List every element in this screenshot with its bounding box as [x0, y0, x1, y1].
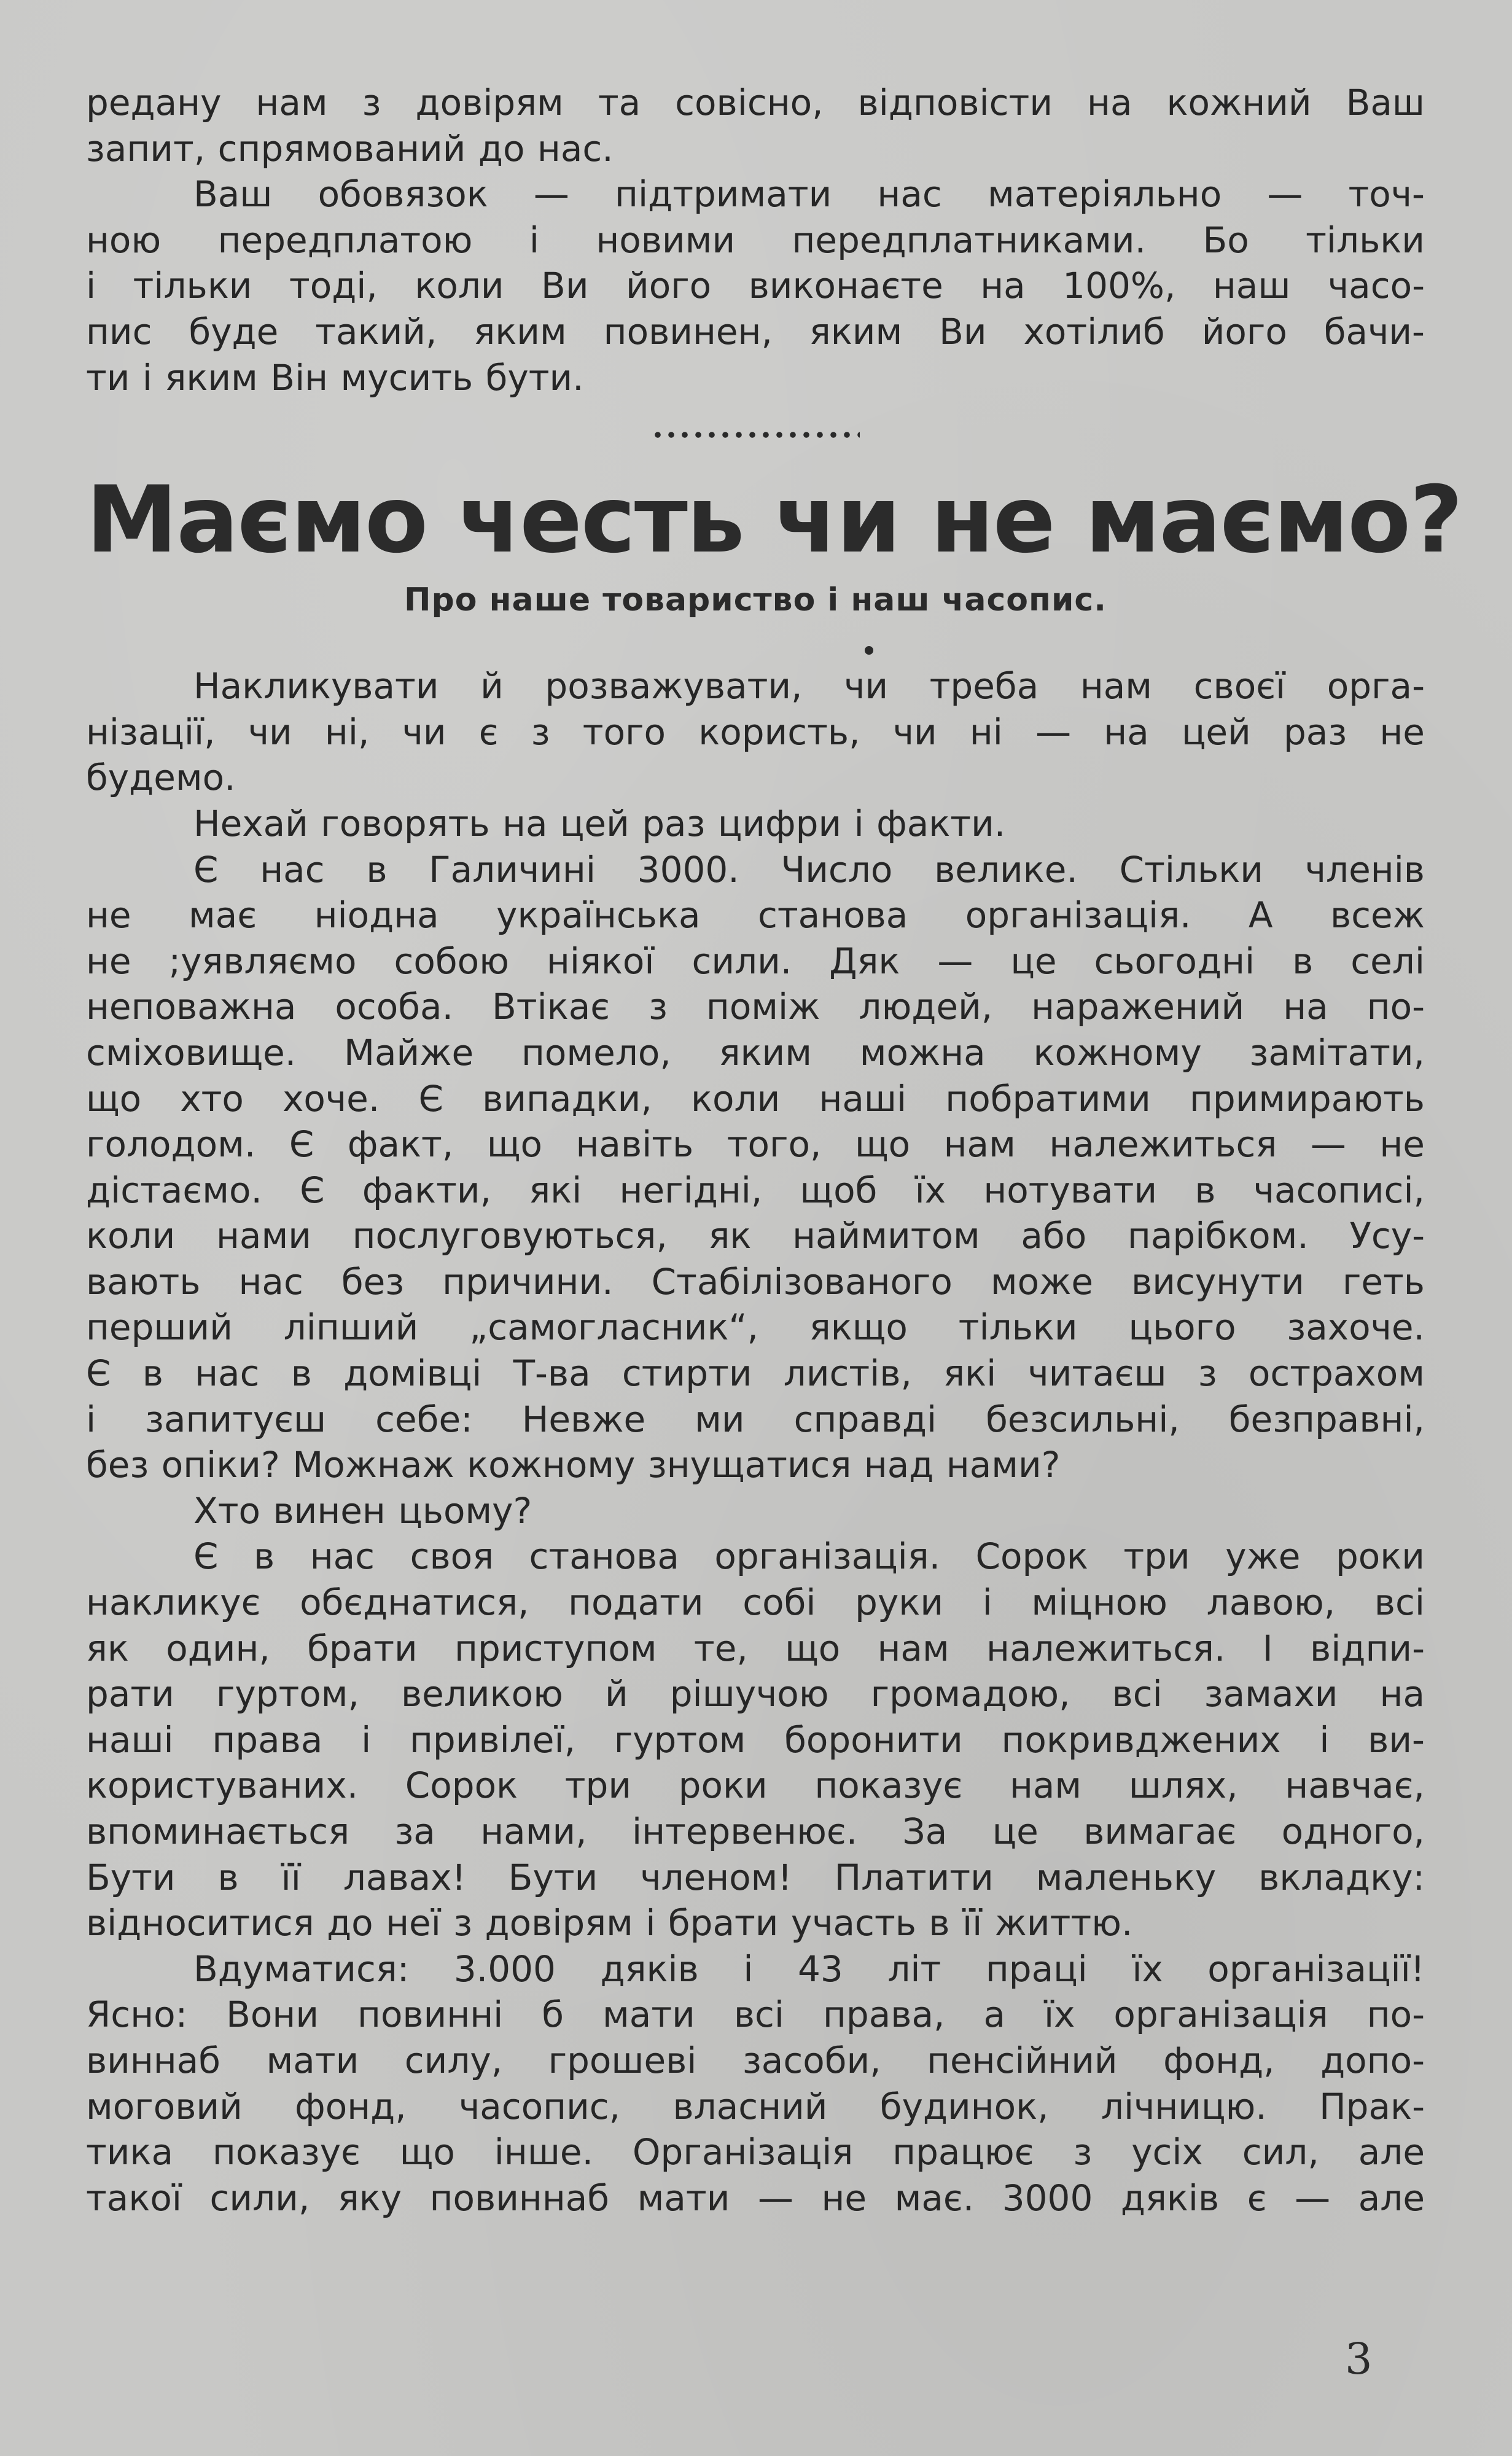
text-line: Ваш обовязок — підтримати нас матеріяльно — точ- [193, 173, 1425, 216]
text-line: пис буде такий, яким повинен, яким Ви хотілиб його бачи- [86, 310, 1425, 353]
text-line: редану нам з довірям та совісно, відповісти на кожний Ваш [86, 82, 1425, 123]
text-line: Нехай говорять на цей раз цифри і факти. [193, 802, 1006, 844]
text-line: сміховище. Майже помело, яким можна кожному замітати, [86, 1031, 1425, 1074]
text-line: ною передплатою і новими передплатниками. Бо тільки [86, 219, 1425, 261]
text-line: і тільки тоді, коли Ви його виконаєте на 100%, наш часо- [86, 265, 1425, 307]
dotted-separator [86, 400, 1425, 468]
text-line: Є в нас в домівці Т-ва стирти листів, які читаєш з острахом [86, 1352, 1425, 1395]
text-line: ти і яким Він мусить бути. [86, 356, 584, 399]
text-line: Вдуматися: 3.000 дяків і 43 літ праці їх організації! [193, 1947, 1425, 1990]
text-line: без опіки? Можнаж кожному знущатися над нами? [86, 1444, 1061, 1486]
bullet-dot [865, 646, 873, 655]
text-line: як один, брати приступом те, що нам належиться. І відпи- [86, 1627, 1425, 1669]
article-body [86, 663, 1425, 2221]
text-line: не ;уявляємо собою ніякої сили. Дяк — це сьогодні в селі [86, 940, 1425, 982]
text-line: такої сили, яку повиннаб мати — не має. 3000 дяків є — але [86, 2177, 1425, 2219]
text-line: накликує обєднатися, подати собі руки і міцною лавою, всі [86, 1581, 1425, 1624]
text-line: що хто хоче. Є випадки, коли наші побратими примирають [86, 1077, 1425, 1120]
article-subtitle: Про наше товариство і наш часопис. [404, 582, 1107, 619]
intro-section [86, 80, 1425, 400]
text-line: наші права і привілеї, гуртом боронити покривджених і ви- [86, 1718, 1425, 1761]
text-line: відноситися до неї з довірям і брати участь в її життю. [86, 1902, 1133, 1944]
text-line: неповажна особа. Втікає з поміж людей, наражений на по- [86, 986, 1425, 1028]
text-line: Є в нас своя станова організація. Сорок три уже роки [193, 1535, 1425, 1578]
text-line: рати гуртом, великою й рішучою громадою, всі замахи на [86, 1673, 1425, 1715]
text-line: нізації, чи ні, чи є з того користь, чи ні — на цей раз не [86, 711, 1425, 753]
text-line: перший ліпший „самогласник“, якщо тільки цього захоче. [86, 1306, 1425, 1349]
text-line: Ясно: Вони повинні б мати всі права, а їх організація по- [86, 1994, 1425, 2036]
text-line: користуваних. Сорок три роки показує нам шлях, навчає, [86, 1764, 1425, 1807]
text-line: Бути в її лавах! Бути членом! Платити маленьку вкладку: [86, 1856, 1425, 1898]
article-title: Маємо честь чи не маємо? [86, 467, 1462, 574]
text-line: і запитуєш себе: Невже ми справді безсильні, безправні, [86, 1398, 1425, 1440]
bullet-separator [86, 620, 1425, 663]
text-line: тика показує що інше. Організація працює з усіх сил, але [86, 2131, 1425, 2173]
text-line: Є нас в Галичині 3000. Число велике. Стільки членів [193, 848, 1425, 891]
text-line: моговий фонд, часопис, власний будинок, лічницю. Прак- [86, 2085, 1425, 2127]
text-line: будемо. [86, 757, 236, 799]
text-line: коли нами послуговуються, як наймитом або парібком. Усу- [86, 1215, 1425, 1257]
text-column [86, 80, 1462, 2221]
text-line: Накликувати й розважувати, чи треба нам своєї орга- [193, 665, 1425, 708]
page-number: 3 [1345, 2334, 1373, 2384]
text-line: Хто винен цьому? [193, 1489, 532, 1532]
text-line: виннаб мати силу, грошеві засоби, пенсійний фонд, допо- [86, 2039, 1425, 2081]
separator-dots [651, 431, 860, 439]
text-line: запит, спрямований до нас. [86, 127, 614, 170]
text-line: не має ніодна українська станова організація. А всеж [86, 894, 1425, 937]
text-line: голодом. Є факт, що навіть того, що нам належиться — не [86, 1123, 1425, 1166]
text-line: впоминається за нами, інтервенює. За це вимагає одного, [86, 1811, 1425, 1852]
text-line: дістаємо. Є факти, які негідні, щоб їх нотувати в часописі, [86, 1169, 1425, 1211]
text-line: вають нас без причини. Стабілізованого може висунути геть [86, 1260, 1425, 1303]
